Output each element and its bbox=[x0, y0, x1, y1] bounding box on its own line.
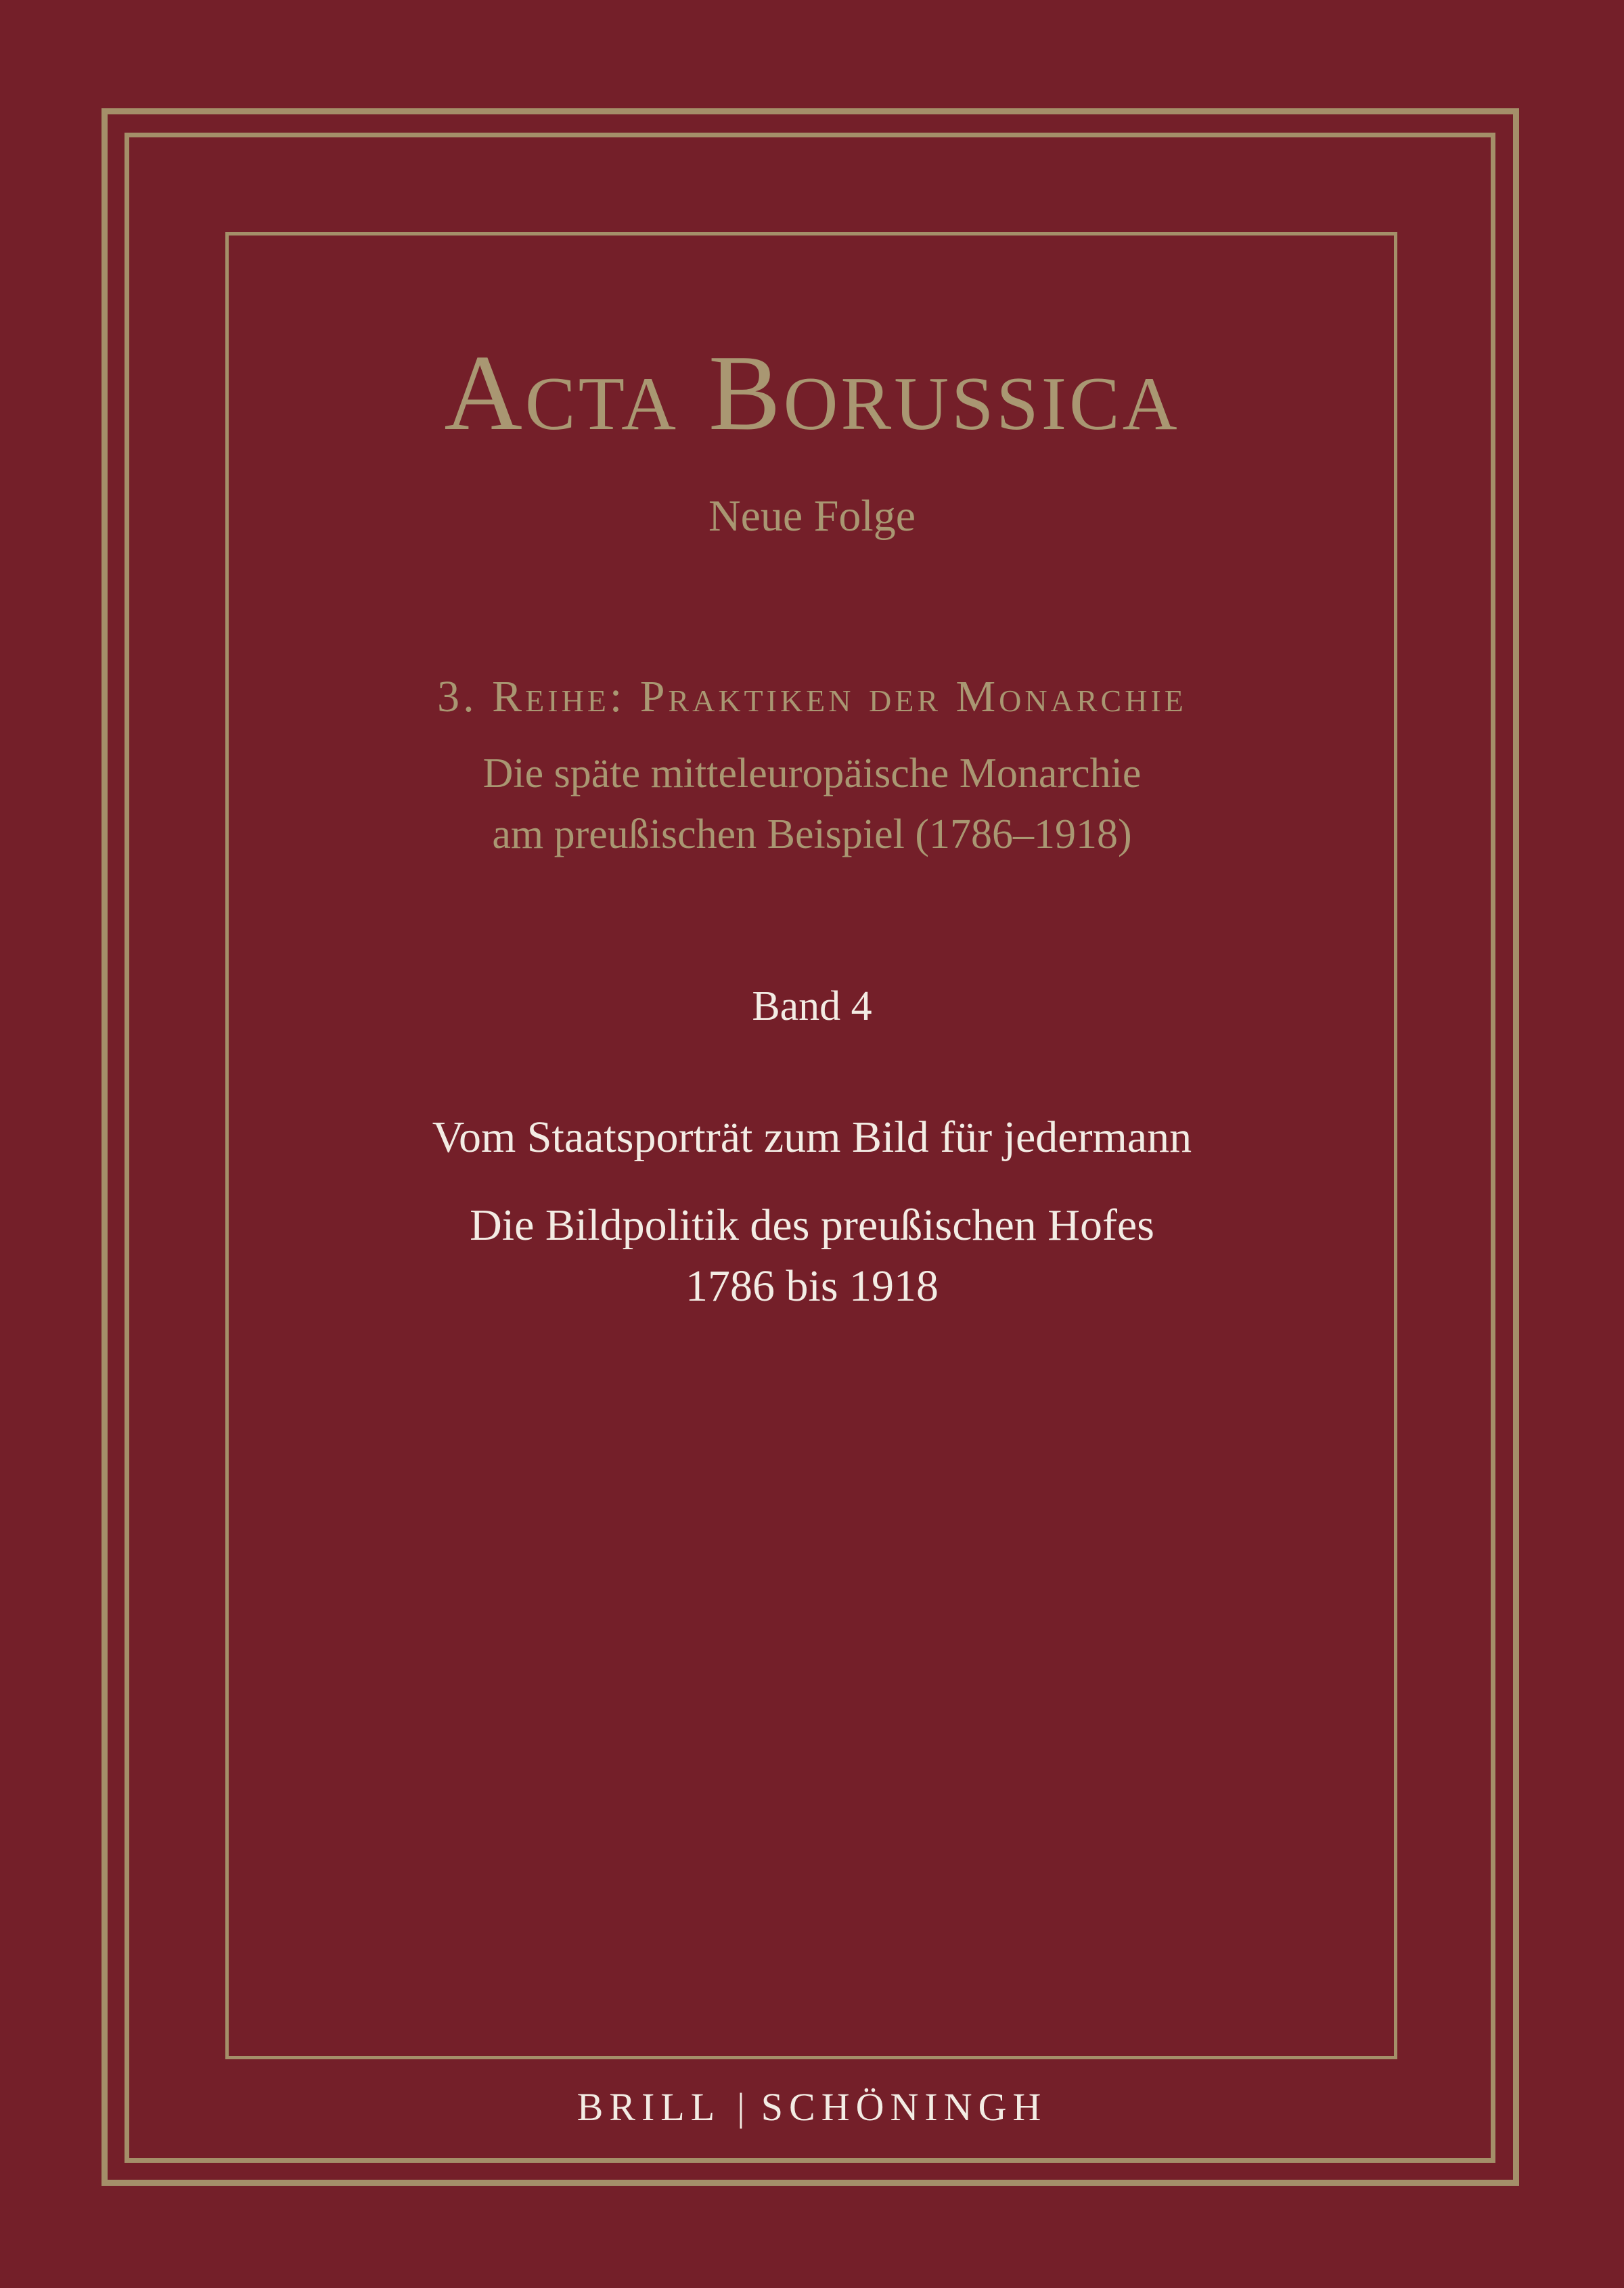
publisher-name-schoeningh: SCHÖNINGH bbox=[761, 2085, 1047, 2129]
reihe-description-line-2: am preußischen Beispiel (1786–1918) bbox=[492, 811, 1132, 857]
volume-number: Band 4 bbox=[752, 983, 872, 1029]
publisher-name-brill: BRILL bbox=[577, 2085, 721, 2129]
publisher-imprint bbox=[0, 2085, 1624, 2129]
series-subtitle: Neue Folge bbox=[708, 491, 916, 541]
book-subtitle-line-2: 1786 bis 1918 bbox=[685, 1261, 939, 1311]
book-subtitle-line-1: Die Bildpolitik des preußischen Hofes bbox=[470, 1201, 1154, 1250]
publisher-separator: | bbox=[737, 2085, 745, 2129]
book-title: Vom Staatsporträt zum Bild für jedermann bbox=[432, 1113, 1192, 1162]
series-title: Acta Borussica bbox=[444, 332, 1180, 453]
reihe-description-line-1: Die späte mitteleuropäische Monarchie bbox=[482, 750, 1142, 797]
reihe-heading: 3. Reihe: Praktiken der Monarchie bbox=[437, 672, 1187, 721]
